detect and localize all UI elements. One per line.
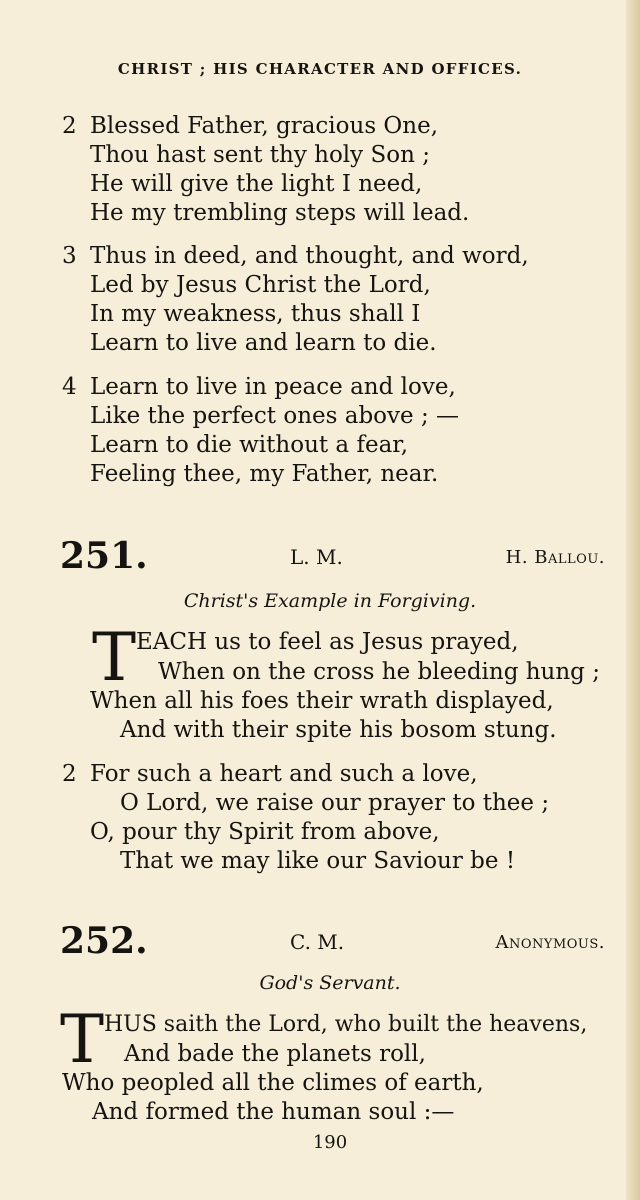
verse-line: 2 Blessed Father, gracious One, — [62, 113, 439, 139]
hymn-title: God's Servant. — [259, 972, 401, 994]
verse-line: Like the perfect ones above ; — — [90, 403, 459, 429]
verse-line: Learn to die without a fear, — [90, 432, 409, 458]
hymn-251-stanza-2 — [62, 760, 632, 876]
hymn-author: H. Ballou. — [505, 547, 605, 568]
hymn-251-stanza-1 — [62, 658, 632, 745]
verse-line: O Lord, we raise our prayer to thee ; — [120, 790, 550, 816]
hymn-252-stanza-1 — [62, 1040, 632, 1127]
stanza-2 — [62, 112, 632, 228]
verse-line: EACH us to feel as Jesus prayed, — [136, 629, 519, 655]
running-head: CHRIST ; HIS CHARACTER AND OFFICES. — [117, 60, 523, 78]
hymn-meter: L. M. — [290, 545, 343, 569]
verse-line: In my weakness, thus shall I — [90, 301, 421, 327]
stanza-number: 2 — [62, 113, 77, 139]
verse-line: When on the cross he bleeding hung ; — [158, 659, 600, 685]
stanza-number: 3 — [62, 243, 77, 269]
hymn-251-header — [60, 535, 605, 579]
hymn-meter: C. M. — [290, 930, 345, 954]
verse-line: And bade the planets roll, — [124, 1041, 426, 1067]
verse-line: And with their spite his bosom stung. — [120, 717, 557, 743]
stanza-4 — [62, 373, 632, 489]
hymn-author: Anonymous. — [495, 932, 605, 953]
verse-line: Led by Jesus Christ the Lord, — [90, 272, 431, 298]
verse-line: O, pour thy Spirit from above, — [90, 819, 440, 845]
verse-line: 4 Learn to live in peace and love, — [62, 374, 456, 400]
verse-line: HUS saith the Lord, who built the heavens, — [104, 1012, 588, 1037]
drop-cap: T — [92, 619, 137, 696]
drop-cap: T — [60, 1001, 105, 1078]
verse-line: Feeling thee, my Father, near. — [90, 461, 439, 487]
stanza-number: 2 — [62, 761, 77, 787]
hymn-number: 251. — [60, 535, 148, 577]
hymn-252-header — [60, 920, 605, 964]
verse-line: Learn to live and learn to die. — [90, 330, 437, 356]
hymn-number: 252. — [60, 920, 148, 962]
verse-line: When all his foes their wrath displayed, — [90, 688, 554, 714]
verse-line: 2 For such a heart and such a love, — [62, 761, 478, 787]
verse-line: 3 Thus in deed, and thought, and word, — [62, 243, 529, 269]
verse-line: Who peopled all the climes of earth, — [62, 1070, 484, 1096]
stanza-3 — [62, 242, 632, 358]
verse-line: He will give the light I need, — [90, 171, 423, 197]
page-number: 190 — [312, 1132, 348, 1153]
verse-line: And formed the human soul :— — [92, 1099, 455, 1125]
hymn-title: Christ's Example in Forgiving. — [183, 590, 477, 612]
verse-line: That we may like our Saviour be ! — [120, 848, 516, 874]
verse-line: Thou hast sent thy holy Son ; — [90, 142, 430, 168]
stanza-number: 4 — [62, 374, 77, 400]
verse-line: He my trembling steps will lead. — [90, 200, 470, 226]
